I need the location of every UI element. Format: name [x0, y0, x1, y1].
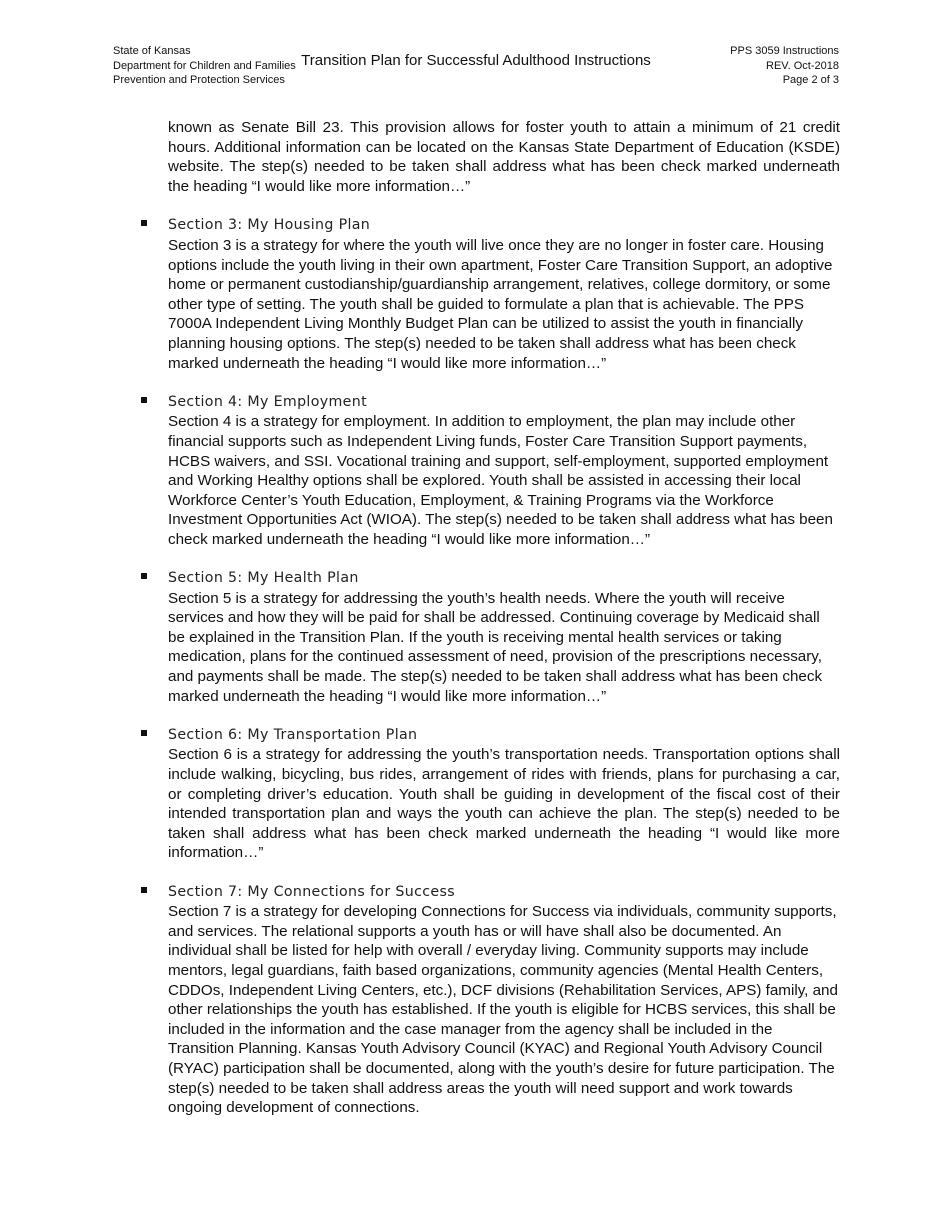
section-employment — [168, 393, 840, 550]
bullet-icon — [141, 397, 147, 403]
bullet-icon — [141, 730, 147, 736]
revision-date: REV. Oct-2018 — [766, 59, 839, 72]
section-body: Section 6 is a strategy for addressing the youth’s transportation needs. Transportation options shall include walking, bicycling, bus rides, arrangement of rides with friends, plans for purchasing a car, or completing driver’s education. Youth shall be guiding in development of the fiscal cost of their intended transportation plan and ways the youth can achieve the plan. The step(s) needed to be taken shall address what has been check marked underneath the heading “I would like more information…” — [168, 746, 840, 862]
page-header — [113, 44, 839, 88]
agency-department: Department for Children and Families — [113, 59, 296, 72]
section-title: Section 4: My Employment — [168, 393, 367, 410]
bullet-icon — [141, 573, 147, 579]
section-connections-for-success — [168, 883, 840, 1118]
bullet-icon — [141, 220, 147, 226]
section-title: Section 5: My Health Plan — [168, 570, 359, 587]
page-number: Page 2 of 3 — [782, 74, 839, 86]
section-body: Section 7 is a strategy for developing Connections for Success via individuals, community supports, and services. The relational supports a youth has or will have shall also be documented. An individual shall be listed for help with overall / everyday living. Community supports may include mentors, legal guardians, faith based organizations, community agencies (Mental Health Centers, CDDOs, Independent Living Centers, etc.), DCF divisions (Rehabilitation Services, APS) family, and other relationships the youth has established. If the youth is eligible for HCBS services, this shall be included in the information and the case manager from the agency shall be included in the Transition Planning. Kansas Youth Advisory Council (KYAC) and Regional Youth Advisory Council (RYAC) participation shall be documented, along with the youth’s desire for future participation. The step(s) needed to be taken shall address areas the youth will need support and work towards ongoing development of connections. — [168, 903, 838, 1117]
document-body — [168, 118, 840, 1137]
section-health-plan — [168, 569, 840, 706]
agency-state: State of Kansas — [113, 45, 191, 57]
form-number: PPS 3059 Instructions — [730, 45, 839, 57]
section-title: Section 3: My Housing Plan — [168, 217, 371, 234]
section-body: Section 3 is a strategy for where the youth will live once they are no longer in foster care. Housing options include the youth living in their own apartment, Foster Care Transition Support, an adoptive home or permanent custodianship/guardianship arrangement, relatives, college dormitory, or some other type of setting. The youth shall be guided to formulate a plan that is achievable. The PPS 7000A Independent Living Monthly Budget Plan can be utilized to assist the youth in financially planning housing options. The step(s) needed to be taken shall address what has been check marked underneath the heading “I would like more information…” — [168, 236, 833, 372]
intro-paragraph: known as Senate Bill 23. This provision allows for foster youth to attain a minimum of 21 credit hours. Additional information can be located on the Kansas State Department of Education (KSDE) website. The step(s) needed to be taken shall address what has been check marked underneath the heading “I would like more information…” — [168, 119, 840, 195]
section-title: Section 7: My Connections for Success — [168, 883, 455, 900]
section-housing-plan — [168, 216, 840, 373]
section-body: Section 4 is a strategy for employment. In addition to employment, the plan may include other financial supports such as Independent Living funds, Foster Care Transition Support payments, HCBS waivers, and SSI. Vocational training and support, self-employment, supported employment and Working Healthy options shall be explored. Youth shall be assisted in accessing their local Workforce Center’s Youth Education, Employment, & Training Programs via the Workforce Investment Opportunities Act (WIOA). The step(s) needed to be taken shall address what has been check marked underneath the heading “I would like more information…” — [168, 413, 833, 548]
section-transportation-plan — [168, 726, 840, 863]
agency-division: Prevention and Protection Services — [113, 74, 285, 86]
section-body: Section 5 is a strategy for addressing the youth’s health needs. Where the youth will receive services and how they will be paid for shall be addressed. Continuing coverage by Medicaid shall be explained in the Transition Plan. If the youth is receiving mental health services or taking medication, plans for the continued assessment of need, provision of the prescriptions necessary, and payments shall be made. The step(s) needed to be taken shall address what has been check marked underneath the heading “I would like more information…” — [168, 589, 823, 705]
form-info-block — [730, 44, 839, 88]
section-title: Section 6: My Transportation Plan — [168, 726, 418, 743]
document-title: Transition Plan for Successful Adulthood Instructions — [301, 52, 651, 69]
bullet-icon — [141, 887, 147, 893]
